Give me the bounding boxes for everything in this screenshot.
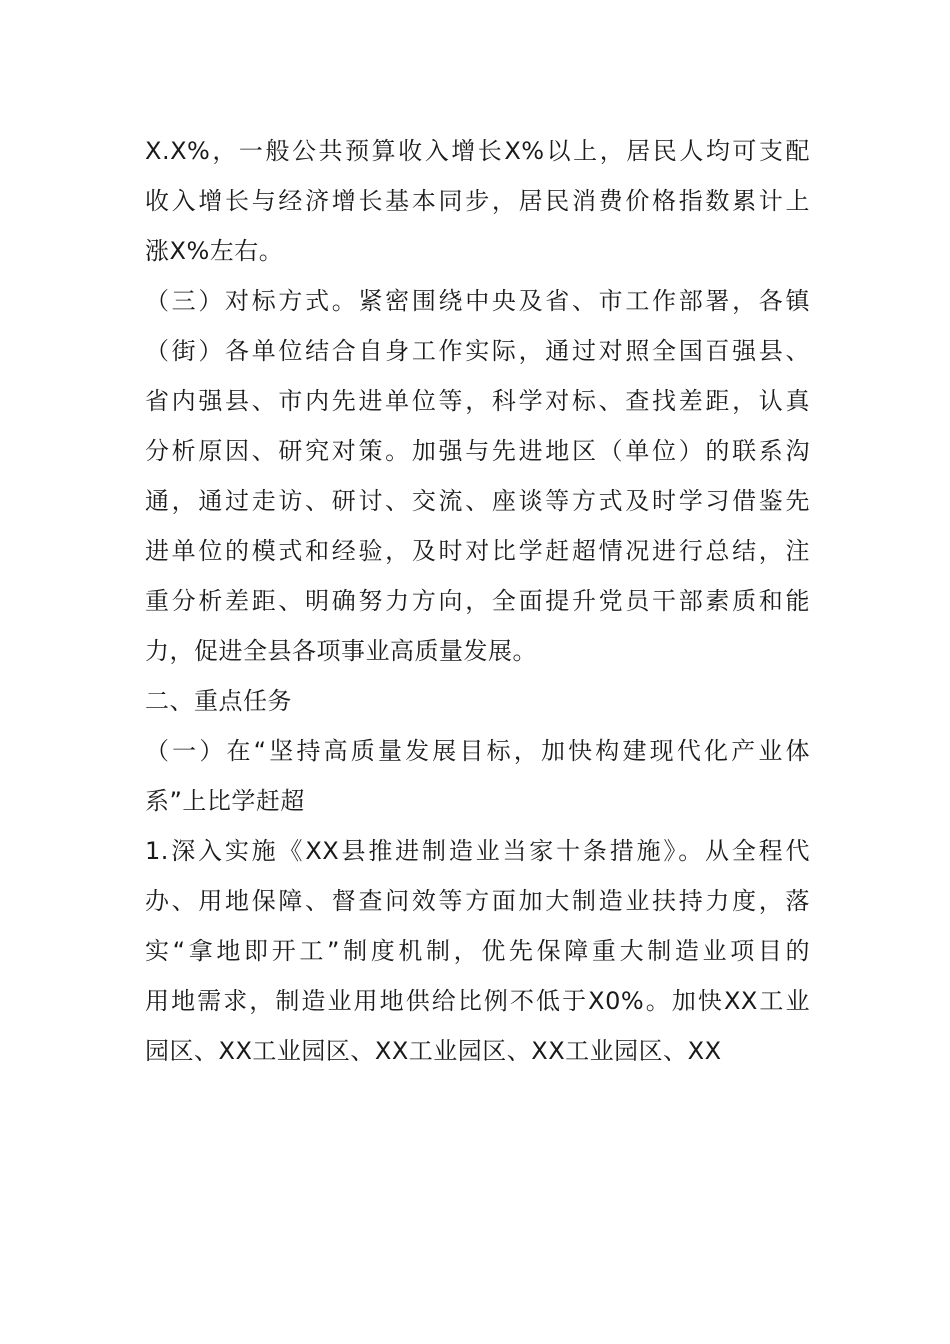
text-line: X.X%，一般公共预算收入增长X%以上，居民人均可支配 [145,137,810,165]
text-line: 进单位的模式和经验，及时对比学赶超情况进行总结，注 [145,537,810,565]
subsection-heading: （一）在“坚持高质量发展目标，加快构建现代化产业体 [145,737,810,765]
text-line: 园区、XX工业园区、XX工业园区、XX工业园区、XX [145,1037,722,1065]
text-line: 分析原因、研究对策。加强与先进地区（单位）的联系沟 [145,437,810,465]
subsection-heading: 系”上比学赶超 [145,787,305,815]
text-line: （三）对标方式。紧密围绕中央及省、市工作部署，各镇 [145,287,810,315]
document-body [145,126,810,1076]
text-line: 涨X%左右。 [145,237,284,265]
text-line: 1.深入实施《XX县推进制造业当家十条措施》。从全程代 [145,837,810,865]
text-line: 省内强县、市内先进单位等，科学对标、查找差距，认真 [145,387,810,415]
text-line: 用地需求，制造业用地供给比例不低于X0%。加快XX工业 [145,987,810,1015]
section-heading: 二、重点任务 [145,687,292,715]
text-line: 力，促进全县各项事业高质量发展。 [145,637,537,665]
text-line: 办、用地保障、督查问效等方面加大制造业扶持力度，落 [145,887,810,915]
text-line: （街）各单位结合自身工作实际，通过对照全国百强县、 [145,337,810,365]
text-line: 重分析差距、明确努力方向，全面提升党员干部素质和能 [145,587,810,615]
text-line: 通，通过走访、研讨、交流、座谈等方式及时学习借鉴先 [145,487,810,515]
text-line: 收入增长与经济增长基本同步，居民消费价格指数累计上 [145,187,810,215]
text-line: 实“拿地即开工”制度机制，优先保障重大制造业项目的 [145,937,810,965]
